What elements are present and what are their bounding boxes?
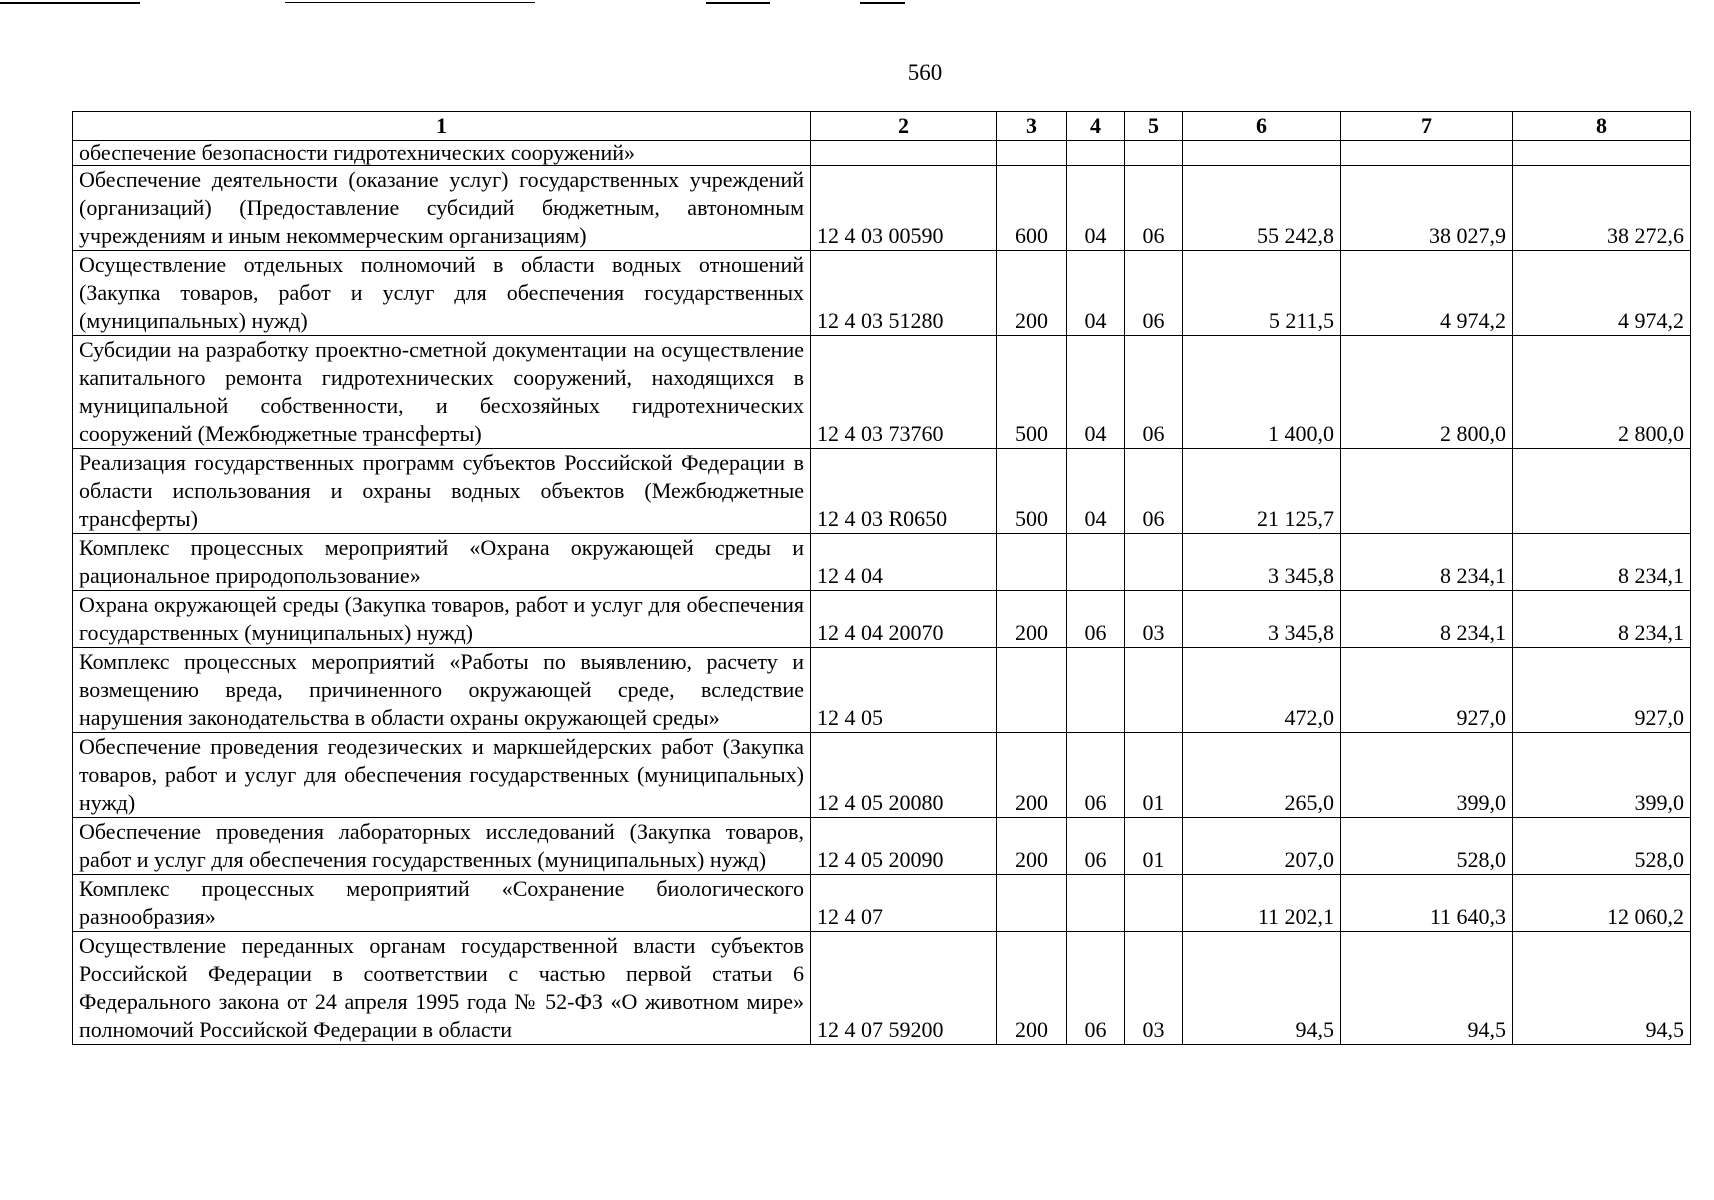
column-header: 4 [1067, 112, 1125, 141]
row-amount-col7: 4 974,2 [1341, 251, 1513, 336]
row-subsection [1125, 141, 1183, 166]
row-amount-col6: 3 345,8 [1183, 534, 1341, 591]
row-expense-type: 200 [997, 591, 1067, 648]
table-row [73, 449, 1691, 534]
row-amount-col6: 472,0 [1183, 648, 1341, 733]
row-expense-type: 200 [997, 818, 1067, 875]
row-subsection: 06 [1125, 336, 1183, 449]
row-description: Субсидии на разработку проектно-сметной документации на осуществление капитального ремонта гидротехнических сооружений, находящихся в муниципальной собственности, и бесхозяйных гидротехнических сооружений (Межбюджетные трансферты) [73, 336, 811, 449]
row-amount-col7: 8 234,1 [1341, 591, 1513, 648]
row-subsection: 01 [1125, 733, 1183, 818]
row-subsection: 06 [1125, 449, 1183, 534]
row-section [1067, 875, 1125, 932]
scan-artifact-line [285, 2, 535, 3]
row-amount-col8: 8 234,1 [1513, 591, 1691, 648]
column-header: 3 [997, 112, 1067, 141]
row-section [1067, 141, 1125, 166]
row-amount-col7 [1341, 141, 1513, 166]
row-amount-col7: 528,0 [1341, 818, 1513, 875]
row-amount-col7: 399,0 [1341, 733, 1513, 818]
page-number: 560 [907, 60, 943, 85]
row-description: Обеспечение деятельности (оказание услуг) государственных учреждений (организаций) (Предоставление субсидий бюджетным, автономным учреждениям и иным некоммерческим организациям) [73, 166, 811, 251]
column-header: 2 [811, 112, 997, 141]
row-amount-col7: 2 800,0 [1341, 336, 1513, 449]
header-row [73, 112, 1691, 141]
row-amount-col8: 399,0 [1513, 733, 1691, 818]
budget-table [72, 111, 1691, 1045]
row-amount-col7 [1341, 449, 1513, 534]
row-amount-col6: 21 125,7 [1183, 449, 1341, 534]
row-expense-type: 500 [997, 449, 1067, 534]
table-row [73, 875, 1691, 932]
row-expense-type: 200 [997, 932, 1067, 1045]
row-expense-type [997, 141, 1067, 166]
row-section: 06 [1067, 591, 1125, 648]
row-section [1067, 648, 1125, 733]
row-subsection [1125, 648, 1183, 733]
row-amount-col6: 94,5 [1183, 932, 1341, 1045]
table-row [73, 251, 1691, 336]
table-row [73, 141, 1691, 166]
row-target-code: 12 4 03 00590 [811, 166, 997, 251]
column-header: 5 [1125, 112, 1183, 141]
row-amount-col7: 38 027,9 [1341, 166, 1513, 251]
scan-artifact-line [860, 2, 905, 4]
row-amount-col8: 8 234,1 [1513, 534, 1691, 591]
row-description: Реализация государственных программ субъектов Российской Федерации в области использования и охраны водных объектов (Межбюджетные трансферты) [73, 449, 811, 534]
table-row [73, 648, 1691, 733]
column-header: 1 [73, 112, 811, 141]
row-amount-col8 [1513, 141, 1691, 166]
row-target-code: 12 4 04 [811, 534, 997, 591]
row-description: Осуществление отдельных полномочий в области водных отношений (Закупка товаров, работ и услуг для обеспечения государственных (муниципальных) нужд) [73, 251, 811, 336]
row-amount-col8: 927,0 [1513, 648, 1691, 733]
row-expense-type: 200 [997, 733, 1067, 818]
row-description: Обеспечение проведения лабораторных исследований (Закупка товаров, работ и услуг для обеспечения государственных (муниципальных) нужд) [73, 818, 811, 875]
row-description: Комплекс процессных мероприятий «Охрана окружающей среды и рациональное природопользование» [73, 534, 811, 591]
row-target-code: 12 4 03 73760 [811, 336, 997, 449]
column-header: 7 [1341, 112, 1513, 141]
row-subsection: 03 [1125, 591, 1183, 648]
row-amount-col8: 4 974,2 [1513, 251, 1691, 336]
row-subsection [1125, 875, 1183, 932]
row-section [1067, 534, 1125, 591]
row-target-code: 12 4 07 [811, 875, 997, 932]
row-expense-type: 200 [997, 251, 1067, 336]
row-expense-type [997, 534, 1067, 591]
row-section: 04 [1067, 166, 1125, 251]
row-amount-col7: 94,5 [1341, 932, 1513, 1045]
row-amount-col6: 1 400,0 [1183, 336, 1341, 449]
row-section: 04 [1067, 449, 1125, 534]
table-row [73, 818, 1691, 875]
row-amount-col8: 528,0 [1513, 818, 1691, 875]
row-target-code: 12 4 07 59200 [811, 932, 997, 1045]
row-amount-col7: 11 640,3 [1341, 875, 1513, 932]
row-amount-col7: 927,0 [1341, 648, 1513, 733]
row-expense-type: 500 [997, 336, 1067, 449]
row-description: Комплекс процессных мероприятий «Работы по выявлению, расчету и возмещению вреда, причиненного окружающей среде, вследствие нарушения законодательства в области охраны окружающей среды» [73, 648, 811, 733]
scan-artifact-line [0, 2, 140, 4]
row-amount-col8: 94,5 [1513, 932, 1691, 1045]
scan-artifact-line [706, 2, 770, 4]
row-amount-col8 [1513, 449, 1691, 534]
row-expense-type [997, 875, 1067, 932]
row-description: обеспечение безопасности гидротехнических сооружений» [73, 141, 811, 166]
column-header: 8 [1513, 112, 1691, 141]
row-amount-col6 [1183, 141, 1341, 166]
row-subsection: 06 [1125, 251, 1183, 336]
row-subsection: 01 [1125, 818, 1183, 875]
row-section: 04 [1067, 336, 1125, 449]
row-amount-col6: 207,0 [1183, 818, 1341, 875]
row-target-code [811, 141, 997, 166]
row-target-code: 12 4 03 51280 [811, 251, 997, 336]
row-section: 06 [1067, 818, 1125, 875]
row-amount-col6: 3 345,8 [1183, 591, 1341, 648]
row-description: Охрана окружающей среды (Закупка товаров, работ и услуг для обеспечения государственных (муниципальных) нужд) [73, 591, 811, 648]
row-subsection [1125, 534, 1183, 591]
row-section: 06 [1067, 733, 1125, 818]
row-target-code: 12 4 05 20090 [811, 818, 997, 875]
row-description: Осуществление переданных органам государственной власти субъектов Российской Федерации в соответствии с частью первой статьи 6 Федерального закона от 24 апреля 1995 года № 52-ФЗ «О животном мире» полномочий Российской Федерации в области [73, 932, 811, 1045]
row-description: Комплекс процессных мероприятий «Сохранение биологического разнообразия» [73, 875, 811, 932]
row-amount-col8: 2 800,0 [1513, 336, 1691, 449]
row-amount-col7: 8 234,1 [1341, 534, 1513, 591]
row-expense-type [997, 648, 1067, 733]
table-row [73, 336, 1691, 449]
table-row [73, 733, 1691, 818]
row-target-code: 12 4 05 20080 [811, 733, 997, 818]
row-amount-col6: 55 242,8 [1183, 166, 1341, 251]
row-amount-col6: 5 211,5 [1183, 251, 1341, 336]
row-description: Обеспечение проведения геодезических и маркшейдерских работ (Закупка товаров, работ и услуг для обеспечения государственных (муниципальных) нужд) [73, 733, 811, 818]
row-subsection: 06 [1125, 166, 1183, 251]
row-amount-col8: 12 060,2 [1513, 875, 1691, 932]
row-amount-col6: 11 202,1 [1183, 875, 1341, 932]
row-section: 06 [1067, 932, 1125, 1045]
row-target-code: 12 4 05 [811, 648, 997, 733]
row-target-code: 12 4 03 R0650 [811, 449, 997, 534]
row-section: 04 [1067, 251, 1125, 336]
table-row [73, 591, 1691, 648]
table-row [73, 166, 1691, 251]
row-amount-col6: 265,0 [1183, 733, 1341, 818]
row-expense-type: 600 [997, 166, 1067, 251]
row-target-code: 12 4 04 20070 [811, 591, 997, 648]
table-row [73, 534, 1691, 591]
row-subsection: 03 [1125, 932, 1183, 1045]
row-amount-col8: 38 272,6 [1513, 166, 1691, 251]
table-row [73, 932, 1691, 1045]
column-header: 6 [1183, 112, 1341, 141]
